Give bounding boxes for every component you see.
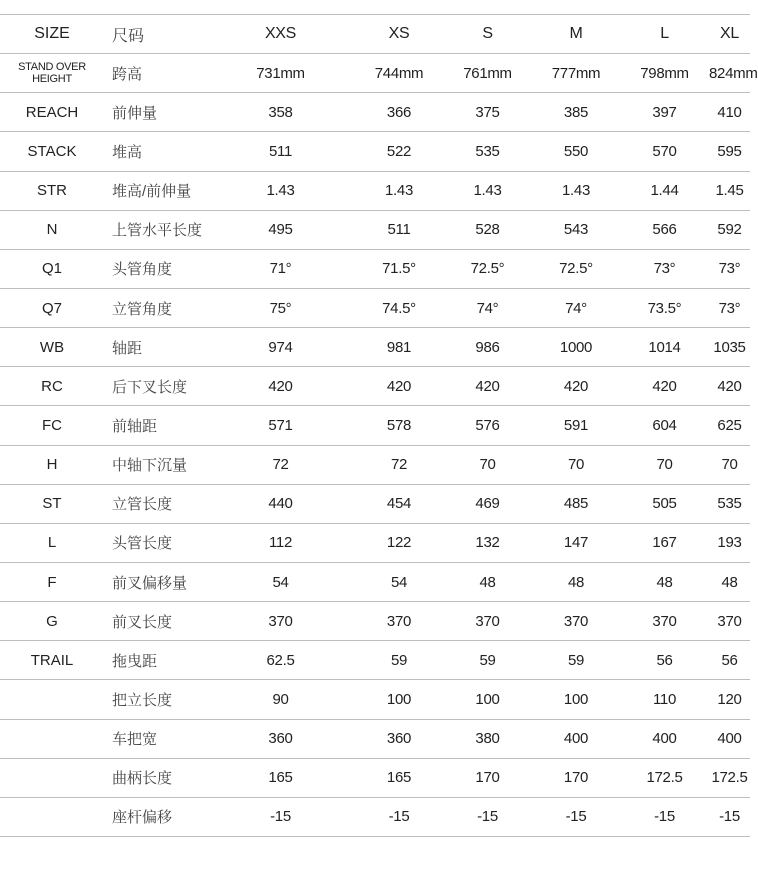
row-code: H [0,445,104,484]
header-code: SIZE [0,15,104,54]
row-label-cn: 立管角度 [104,288,206,327]
row-value: 112 [206,523,355,562]
header-row [0,15,750,54]
row-value: 90 [206,680,355,719]
row-value: 731mm [206,54,355,93]
row-label-cn: 上管水平长度 [104,210,206,249]
row-value: 147 [532,523,620,562]
row-value: 370 [206,602,355,641]
row-label-cn: 把立长度 [104,680,206,719]
table-row [0,406,750,445]
row-value: 72 [355,445,443,484]
row-value: 571 [206,406,355,445]
table-row [0,328,750,367]
row-value: 72.5° [532,249,620,288]
row-value: 986 [443,328,532,367]
row-value: 974 [206,328,355,367]
row-value: 543 [532,210,620,249]
row-code [0,719,104,758]
row-value: 73° [620,249,709,288]
table-row [0,367,750,406]
table-row [0,171,750,210]
row-label-cn: 轴距 [104,328,206,367]
row-value: 74° [532,288,620,327]
row-value: 165 [206,758,355,797]
row-value: 193 [709,523,750,562]
row-value: 48 [443,562,532,601]
row-value: 122 [355,523,443,562]
table-row [0,445,750,484]
row-value: 370 [709,602,750,641]
row-value: 420 [355,367,443,406]
row-code: STACK [0,132,104,171]
header-size-xs: XS [355,15,443,54]
row-label-cn: 头管长度 [104,523,206,562]
header-size-xxs: XXS [206,15,355,54]
row-value: 981 [355,328,443,367]
row-value: 70 [443,445,532,484]
row-value: 744mm [355,54,443,93]
row-value: 535 [709,484,750,523]
table-row [0,132,750,171]
row-label-cn: 堆高/前伸量 [104,171,206,210]
row-value: 511 [206,132,355,171]
row-value: 798mm [620,54,709,93]
table-row [0,288,750,327]
table-row [0,210,750,249]
row-value: 59 [532,641,620,680]
table-row [0,249,750,288]
row-value: 420 [709,367,750,406]
header-size-m: M [532,15,620,54]
row-value: 495 [206,210,355,249]
row-value: 59 [355,641,443,680]
row-value: 535 [443,132,532,171]
row-code: Q1 [0,249,104,288]
table-row [0,562,750,601]
row-value: 397 [620,93,709,132]
row-label-cn: 拖曳距 [104,641,206,680]
row-code [0,680,104,719]
header-size-s: S [443,15,532,54]
row-value: 120 [709,680,750,719]
row-value: 440 [206,484,355,523]
row-value: 165 [355,758,443,797]
row-value: 400 [532,719,620,758]
row-value: 511 [355,210,443,249]
row-value: 74° [443,288,532,327]
row-code: STAND OVER HEIGHT [0,54,104,93]
row-value: 777mm [532,54,620,93]
row-label-cn: 跨高 [104,54,206,93]
row-code: ST [0,484,104,523]
row-code [0,758,104,797]
row-label-cn: 中轴下沉量 [104,445,206,484]
row-label-cn: 头管角度 [104,249,206,288]
row-value: 1.45 [709,171,750,210]
row-code: WB [0,328,104,367]
row-code: G [0,602,104,641]
row-value: 604 [620,406,709,445]
row-value: 56 [709,641,750,680]
row-value: 1.44 [620,171,709,210]
row-value: 1014 [620,328,709,367]
row-value: 170 [443,758,532,797]
row-code: REACH [0,93,104,132]
row-value: 70 [532,445,620,484]
row-value: 72.5° [443,249,532,288]
row-value: 370 [532,602,620,641]
row-value: -15 [532,797,620,836]
row-value: 1.43 [206,171,355,210]
row-value: 592 [709,210,750,249]
row-value: 75° [206,288,355,327]
table-row [0,523,750,562]
row-value: 70 [620,445,709,484]
row-value: 570 [620,132,709,171]
row-value: 576 [443,406,532,445]
row-value: 1.43 [355,171,443,210]
row-value: -15 [355,797,443,836]
table-row [0,484,750,523]
row-value: 625 [709,406,750,445]
row-value: 100 [355,680,443,719]
row-value: -15 [620,797,709,836]
row-value: 761mm [443,54,532,93]
row-value: 74.5° [355,288,443,327]
row-label-cn: 座杆偏移 [104,797,206,836]
geometry-table [0,14,758,837]
row-code: F [0,562,104,601]
row-value: 410 [709,93,750,132]
row-value: 73.5° [620,288,709,327]
row-value: 400 [709,719,750,758]
row-value: 566 [620,210,709,249]
header-size-l: L [620,15,709,54]
row-code: L [0,523,104,562]
row-code: N [0,210,104,249]
row-value: 522 [355,132,443,171]
row-value: 100 [443,680,532,719]
row-value: 72 [206,445,355,484]
row-value: 59 [443,641,532,680]
row-code [0,797,104,836]
row-code: FC [0,406,104,445]
row-value: 48 [620,562,709,601]
row-value: 420 [532,367,620,406]
row-value: 1.43 [443,171,532,210]
row-code: TRAIL [0,641,104,680]
row-value: 71.5° [355,249,443,288]
row-value: 420 [206,367,355,406]
row-value: 824mm [709,54,750,93]
table-row [0,602,750,641]
row-value: 505 [620,484,709,523]
row-value: 70 [709,445,750,484]
row-value: 48 [709,562,750,601]
row-value: 172.5 [709,758,750,797]
row-value: 110 [620,680,709,719]
row-label-cn: 立管长度 [104,484,206,523]
row-value: 370 [620,602,709,641]
row-value: 375 [443,93,532,132]
row-value: 48 [532,562,620,601]
row-value: 1000 [532,328,620,367]
row-value: -15 [443,797,532,836]
table-body [0,15,758,837]
row-value: 167 [620,523,709,562]
geometry-sheet [0,14,758,837]
row-code: RC [0,367,104,406]
row-code: Q7 [0,288,104,327]
table-row [0,93,750,132]
row-value: 54 [355,562,443,601]
row-value: 550 [532,132,620,171]
row-value: 54 [206,562,355,601]
row-value: 358 [206,93,355,132]
row-value: 380 [443,719,532,758]
row-value: 578 [355,406,443,445]
row-value: 1.43 [532,171,620,210]
row-value: 100 [532,680,620,719]
header-cn: 尺码 [104,15,206,54]
row-label-cn: 前轴距 [104,406,206,445]
row-label-cn: 前伸量 [104,93,206,132]
row-label-cn: 后下叉长度 [104,367,206,406]
row-value: -15 [709,797,750,836]
table-row [0,758,750,797]
row-value: 172.5 [620,758,709,797]
row-value: 454 [355,484,443,523]
row-label-cn: 曲柄长度 [104,758,206,797]
row-value: 485 [532,484,620,523]
table-row [0,641,750,680]
row-value: 420 [620,367,709,406]
row-value: 370 [443,602,532,641]
table-row [0,719,750,758]
row-value: 420 [443,367,532,406]
table-row [0,54,750,93]
row-value: 360 [355,719,443,758]
table-row [0,680,750,719]
row-value: -15 [206,797,355,836]
row-value: 469 [443,484,532,523]
row-value: 132 [443,523,532,562]
row-value: 366 [355,93,443,132]
row-value: 400 [620,719,709,758]
row-value: 528 [443,210,532,249]
row-value: 71° [206,249,355,288]
row-value: 1035 [709,328,750,367]
row-code: STR [0,171,104,210]
row-label-cn: 堆高 [104,132,206,171]
row-value: 56 [620,641,709,680]
row-label-cn: 车把宽 [104,719,206,758]
row-value: 591 [532,406,620,445]
row-value: 370 [355,602,443,641]
row-value: 360 [206,719,355,758]
row-label-cn: 前叉长度 [104,602,206,641]
row-value: 385 [532,93,620,132]
row-value: 170 [532,758,620,797]
row-label-cn: 前叉偏移量 [104,562,206,601]
header-size-xl: XL [709,15,750,54]
table-row [0,797,750,836]
row-value: 73° [709,249,750,288]
row-value: 62.5 [206,641,355,680]
row-value: 595 [709,132,750,171]
row-value: 73° [709,288,750,327]
